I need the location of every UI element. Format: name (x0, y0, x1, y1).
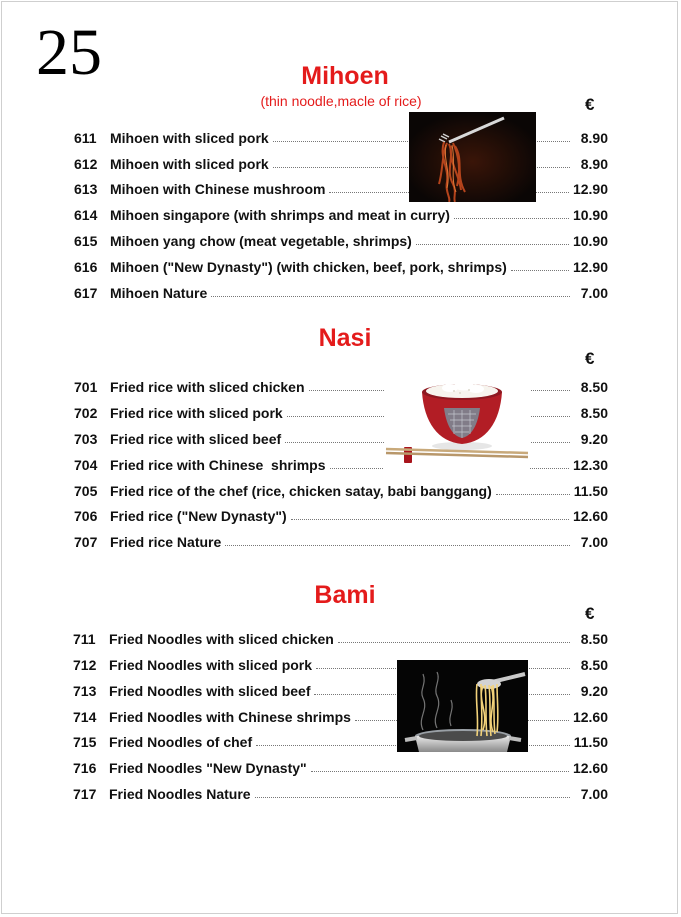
steaming-noodle-pot-photo (397, 660, 528, 752)
section-subtitle: (thin noodle,macle of rice) (260, 93, 422, 109)
item-price: 12.90 (572, 181, 608, 197)
currency-symbol: € (585, 604, 595, 623)
menu-item (73, 785, 608, 803)
item-price: 7.00 (580, 786, 608, 802)
menu-item (74, 533, 608, 551)
item-name: Mihoen ("New Dynasty") (with chicken, beef, pork, shrimps) (110, 259, 507, 275)
dot-leader (291, 518, 569, 520)
dot-leader (225, 544, 570, 546)
item-name: Fried rice of the chef (rice, chicken satay, babi banggang) (110, 483, 492, 499)
dot-leader (454, 217, 569, 219)
item-price: 8.90 (580, 156, 608, 172)
item-name: Fried Noodles with sliced beef (109, 683, 311, 699)
dot-leader (496, 493, 570, 495)
item-price: 8.90 (580, 130, 608, 146)
item-code: 717 (73, 786, 97, 802)
item-name: Fried rice with Chinese shrimps (110, 457, 326, 473)
item-name: Fried rice with sliced chicken (110, 379, 305, 395)
item-code: 704 (74, 457, 98, 473)
item-code: 713 (73, 683, 97, 699)
item-price: 11.50 (573, 734, 608, 750)
item-code: 613 (74, 181, 98, 197)
menu-item (73, 759, 608, 777)
item-code: 615 (74, 233, 98, 249)
item-name: Fried Noodles "New Dynasty" (109, 760, 307, 776)
menu-item (73, 630, 608, 648)
item-price: 8.50 (580, 657, 608, 673)
item-name: Mihoen singapore (with shrimps and meat in curry) (110, 207, 450, 223)
item-name: Fried Noodles of chef (109, 734, 253, 750)
dot-leader (255, 796, 570, 798)
menu-item (74, 206, 608, 224)
item-price: 12.60 (572, 760, 608, 776)
menu-item (74, 482, 608, 500)
currency-symbol: € (585, 95, 595, 114)
item-price: 8.50 (580, 631, 608, 647)
item-price: 9.20 (580, 431, 608, 447)
dot-leader (311, 770, 569, 772)
item-code: 712 (73, 657, 97, 673)
item-code: 707 (74, 534, 98, 550)
item-price: 7.00 (580, 534, 608, 550)
item-code: 715 (73, 734, 97, 750)
menu-item (74, 507, 608, 525)
item-code: 612 (74, 156, 98, 172)
menu-item (74, 284, 608, 302)
item-price: 12.60 (572, 709, 608, 725)
section-title: Nasi (318, 324, 372, 352)
item-code: 702 (74, 405, 98, 421)
item-name: Mihoen Nature (110, 285, 208, 301)
page-number: 25 (36, 16, 102, 89)
item-code: 714 (73, 709, 97, 725)
item-code: 614 (74, 207, 98, 223)
dot-leader (338, 641, 570, 643)
item-code: 616 (74, 259, 98, 275)
rice-bowl-chopsticks-photo (384, 378, 530, 470)
dot-leader (416, 243, 569, 245)
item-name: Mihoen with sliced pork (110, 156, 269, 172)
item-price: 8.50 (580, 405, 608, 421)
item-price: 9.20 (580, 683, 608, 699)
item-code: 617 (74, 285, 98, 301)
item-name: Fried rice ("New Dynasty") (110, 508, 287, 524)
item-code: 716 (73, 760, 97, 776)
currency-symbol: € (585, 349, 595, 368)
item-name: Fried rice with sliced beef (110, 431, 282, 447)
item-code: 611 (74, 130, 97, 146)
item-name: Mihoen with Chinese mushroom (110, 181, 326, 197)
section-title: Mihoen (301, 62, 389, 90)
item-code: 703 (74, 431, 98, 447)
item-price: 12.30 (572, 457, 608, 473)
item-name: Fried Noodles Nature (109, 786, 251, 802)
item-code: 711 (73, 631, 96, 647)
item-name: Mihoen with sliced pork (110, 130, 269, 146)
item-name: Fried Noodles with sliced chicken (109, 631, 334, 647)
item-name: Fried Noodles with sliced pork (109, 657, 313, 673)
item-code: 705 (74, 483, 98, 499)
noodles-on-fork-photo (409, 112, 536, 202)
dot-leader (511, 269, 569, 271)
item-code: 701 (74, 379, 98, 395)
item-price: 10.90 (572, 233, 608, 249)
item-price: 7.00 (580, 285, 608, 301)
section-title: Bami (314, 581, 376, 609)
item-price: 12.90 (572, 259, 608, 275)
item-code: 706 (74, 508, 98, 524)
item-price: 10.90 (572, 207, 608, 223)
dot-leader (211, 295, 570, 297)
item-name: Fried rice with sliced pork (110, 405, 283, 421)
item-price: 11.50 (573, 483, 608, 499)
item-name: Fried rice Nature (110, 534, 222, 550)
item-price: 12.60 (572, 508, 608, 524)
item-name: Mihoen yang chow (meat vegetable, shrimps) (110, 233, 412, 249)
item-price: 8.50 (580, 379, 608, 395)
item-name: Fried Noodles with Chinese shrimps (109, 709, 351, 725)
menu-item (74, 232, 608, 250)
menu-item (74, 258, 608, 276)
